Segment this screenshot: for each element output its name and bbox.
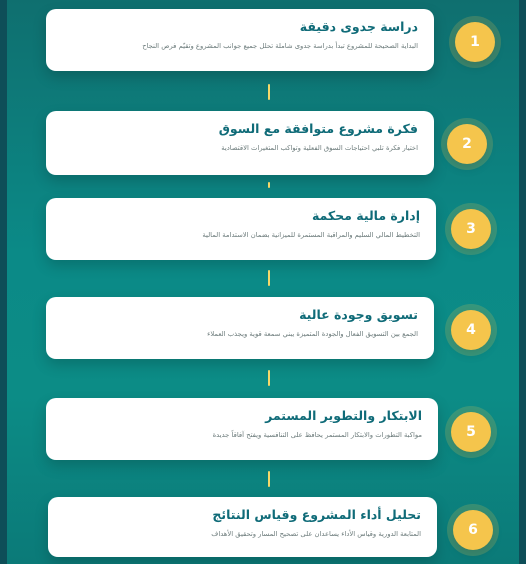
timeline-connector: [268, 471, 270, 487]
step-card-2: [46, 111, 434, 175]
timeline-connector: [268, 370, 270, 386]
step-number-badge-3: 3: [451, 209, 491, 249]
step-number-badge-4: 4: [451, 310, 491, 350]
step-description: المتابعة الدورية وقياس الأداء يساعدان على تصحيح المسار وتحقيق الأهداف: [211, 530, 421, 538]
timeline-connector: [268, 182, 270, 188]
step-description: البداية الصحيحة للمشروع تبدأ بدراسة جدوى شاملة تحلل جميع جوانب المشروع وتقيّم فرص النجاح: [142, 42, 418, 50]
step-number-badge-5: 5: [451, 412, 491, 452]
step-title: تسويق وجودة عالية: [299, 307, 418, 322]
step-card-5: [46, 398, 438, 460]
step-title: فكرة مشروع متوافقة مع السوق: [218, 121, 418, 136]
step-card-6: [48, 497, 437, 557]
timeline-connector: [268, 270, 270, 286]
step-description: التخطيط المالي السليم والمراقبة المستمرة للميزانية بضمان الاستدامة المالية: [202, 231, 420, 239]
step-description: الجمع بين التسويق الفعال والجودة المتميزة يبني سمعة قوية ويجذب العملاء: [207, 330, 418, 338]
step-number-badge-1: 1: [455, 22, 495, 62]
step-description: اختيار فكرة تلبي احتياجات السوق الفعلية وتواكب المتغيرات الاقتصادية: [221, 144, 418, 152]
step-card-1: [46, 9, 434, 71]
step-number-badge-2: 2: [447, 124, 487, 164]
timeline-connector: [268, 84, 270, 100]
step-description: مواكبة التطورات والابتكار المستمر يحافظ على التنافسية ويفتح آفاقاً جديدة: [212, 431, 422, 439]
step-title: دراسة جدوى دقيقة: [299, 19, 418, 34]
step-title: الابتكار والتطوير المستمر: [265, 408, 422, 423]
step-title: تحليل أداء المشروع وقياس النتائج: [212, 507, 421, 522]
step-card-3: [46, 198, 436, 260]
step-number-badge-6: 6: [453, 510, 493, 550]
step-card-4: [46, 297, 434, 359]
step-title: إدارة مالية محكمة: [311, 208, 420, 223]
